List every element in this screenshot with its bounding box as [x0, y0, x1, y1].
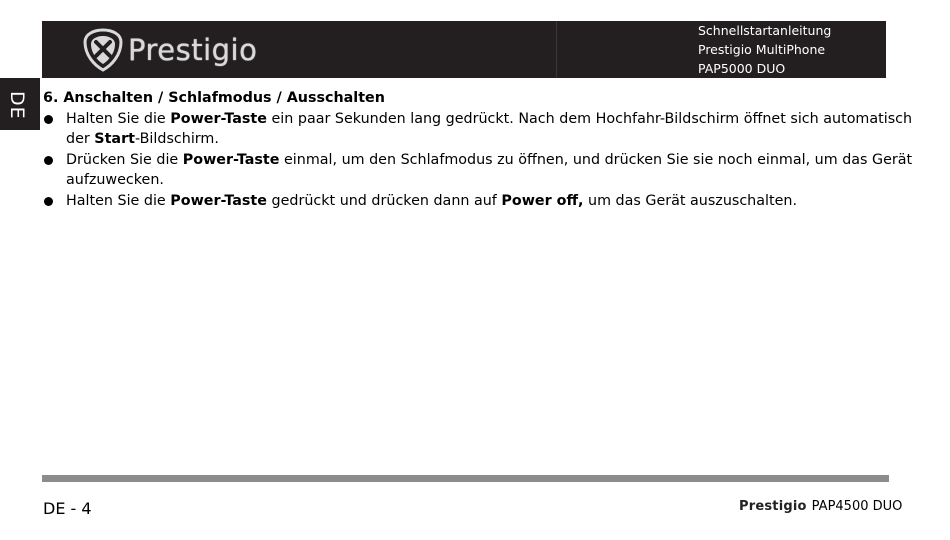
prestigio-shield-icon — [82, 28, 124, 72]
footer-model: PAP4500 DUO — [811, 499, 903, 514]
footer-brand — [739, 499, 902, 514]
page-number: DE - 4 — [43, 499, 92, 518]
language-tab — [0, 78, 40, 130]
bullet-icon — [44, 197, 53, 206]
footer-logo: Prestigio — [739, 499, 807, 514]
language-label: DE — [6, 91, 28, 120]
prestigio-logo — [82, 26, 257, 73]
bullet-icon — [44, 115, 53, 124]
header-info — [698, 21, 831, 78]
model-name: PAP5000 DUO — [698, 61, 786, 76]
page-header — [42, 21, 886, 78]
list-item: Halten Sie die Power-Taste gedrückt und drücken dann auf Power off, um das Gerät auszuschalten. — [43, 191, 923, 212]
product-line: Prestigio MultiPhone — [698, 42, 826, 57]
bullet-icon — [44, 156, 53, 165]
brand-wordmark: Prestigio — [128, 32, 258, 67]
list-item: Drücken Sie die Power-Taste einmal, um den Schlafmodus zu öffnen, und drücken Sie sie noch einmal, um das Gerät aufzuwecken. — [43, 150, 923, 191]
footer-divider — [42, 475, 889, 482]
list-item: Halten Sie die Power-Taste ein paar Sekunden lang gedrückt. Nach dem Hochfahr-Bildschirm öffnet sich automatisch der Start-Bildschirm. — [43, 109, 923, 150]
bullet-list — [43, 109, 923, 212]
section-title: 6. Anschalten / Schlafmodus / Ausschalten — [43, 90, 385, 106]
header-divider — [556, 21, 557, 78]
section-content — [43, 88, 923, 212]
doc-type: Schnellstartanleitung — [698, 23, 832, 38]
